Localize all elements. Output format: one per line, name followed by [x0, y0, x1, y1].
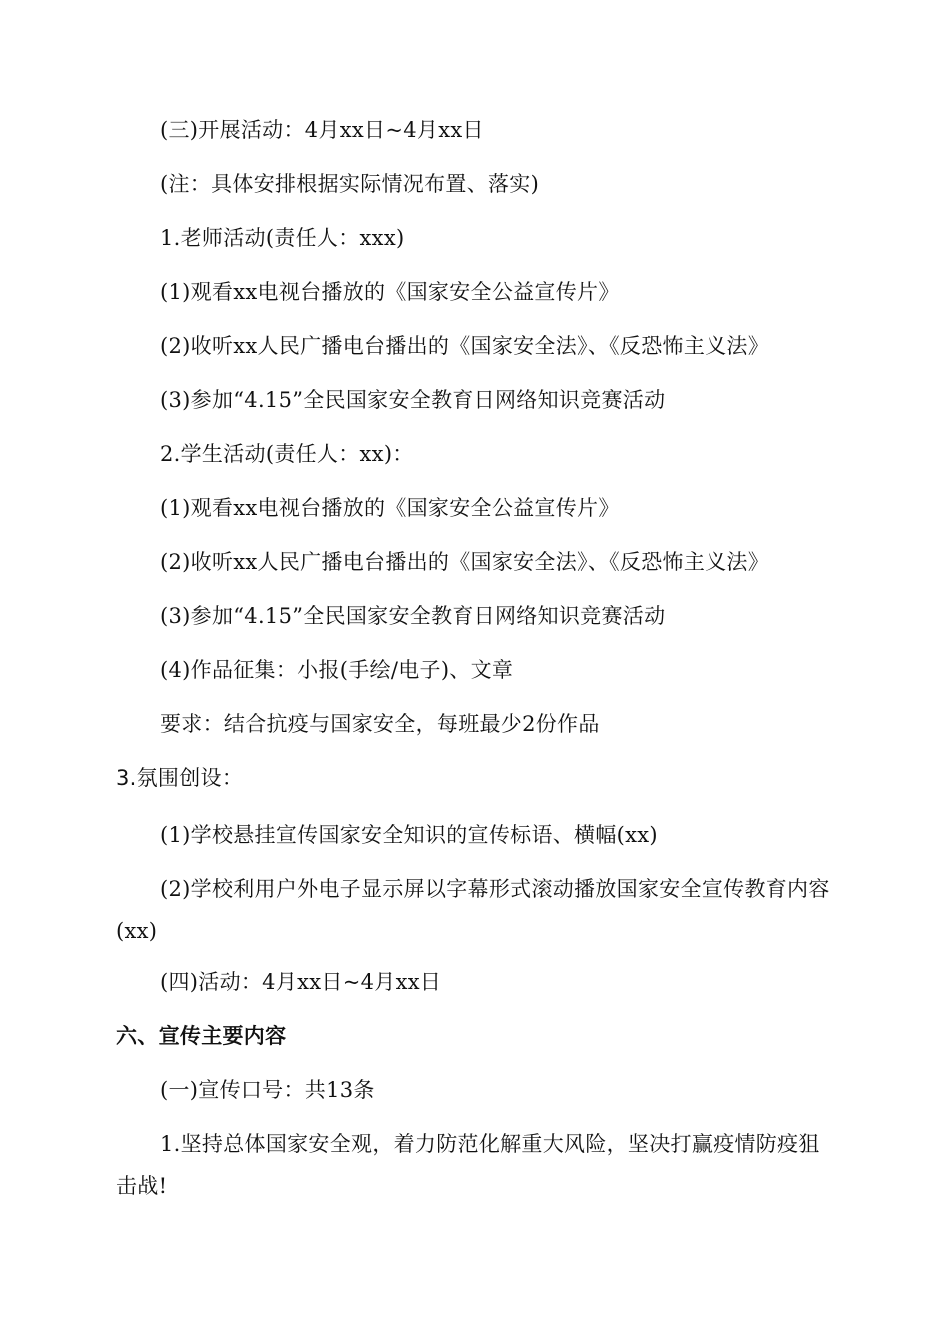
note-paragraph: (注：具体安排根据实际情况布置、落实) [160, 172, 540, 196]
student-item-1: (1)观看xx电视台播放的《国家安全公益宣传片》 [160, 496, 620, 520]
student-activities-heading: 2.学生活动(责任人：xx)： [160, 442, 414, 466]
atmosphere-item-2: (2)学校利用户外电子显示屏以字幕形式滚动播放国家安全宣传教育内容(xx) [116, 877, 830, 943]
slogans-heading: (一)宣传口号：共13条 [160, 1078, 375, 1102]
section-activity-period: (三)开展活动：4月xx日~4月xx日 [160, 118, 484, 142]
student-item-2: (2)收听xx人民广播电台播出的《国家安全法》、《反恐怖主义法》 [160, 550, 770, 574]
requirement-paragraph: 要求：结合抗疫与国家安全，每班最少2份作品 [160, 712, 600, 736]
section-activity-four: (四)活动：4月xx日~4月xx日 [160, 970, 442, 994]
atmosphere-heading: 3.氛围创设： [116, 766, 244, 790]
teacher-item-1: (1)观看xx电视台播放的《国家安全公益宣传片》 [160, 280, 620, 304]
atmosphere-item-1: (1)学校悬挂宣传国家安全知识的宣传标语、横幅(xx) [160, 823, 658, 847]
teacher-item-2: (2)收听xx人民广播电台播出的《国家安全法》、《反恐怖主义法》 [160, 334, 770, 358]
section-six-heading: 六、宣传主要内容 [116, 1024, 287, 1048]
teacher-item-3: (3)参加“4.15”全民国家安全教育日网络知识竞赛活动 [160, 388, 666, 412]
teacher-activities-heading: 1.老师活动(责任人：xxx) [160, 226, 405, 250]
student-item-4: (4)作品征集：小报(手绘/电子)、文章 [160, 658, 514, 682]
student-item-3: (3)参加“4.15”全民国家安全教育日网络知识竞赛活动 [160, 604, 666, 628]
slogan-item-1: 1.坚持总体国家安全观，着力防范化解重大风险，坚决打赢疫情防疫狙击战! [116, 1132, 820, 1198]
